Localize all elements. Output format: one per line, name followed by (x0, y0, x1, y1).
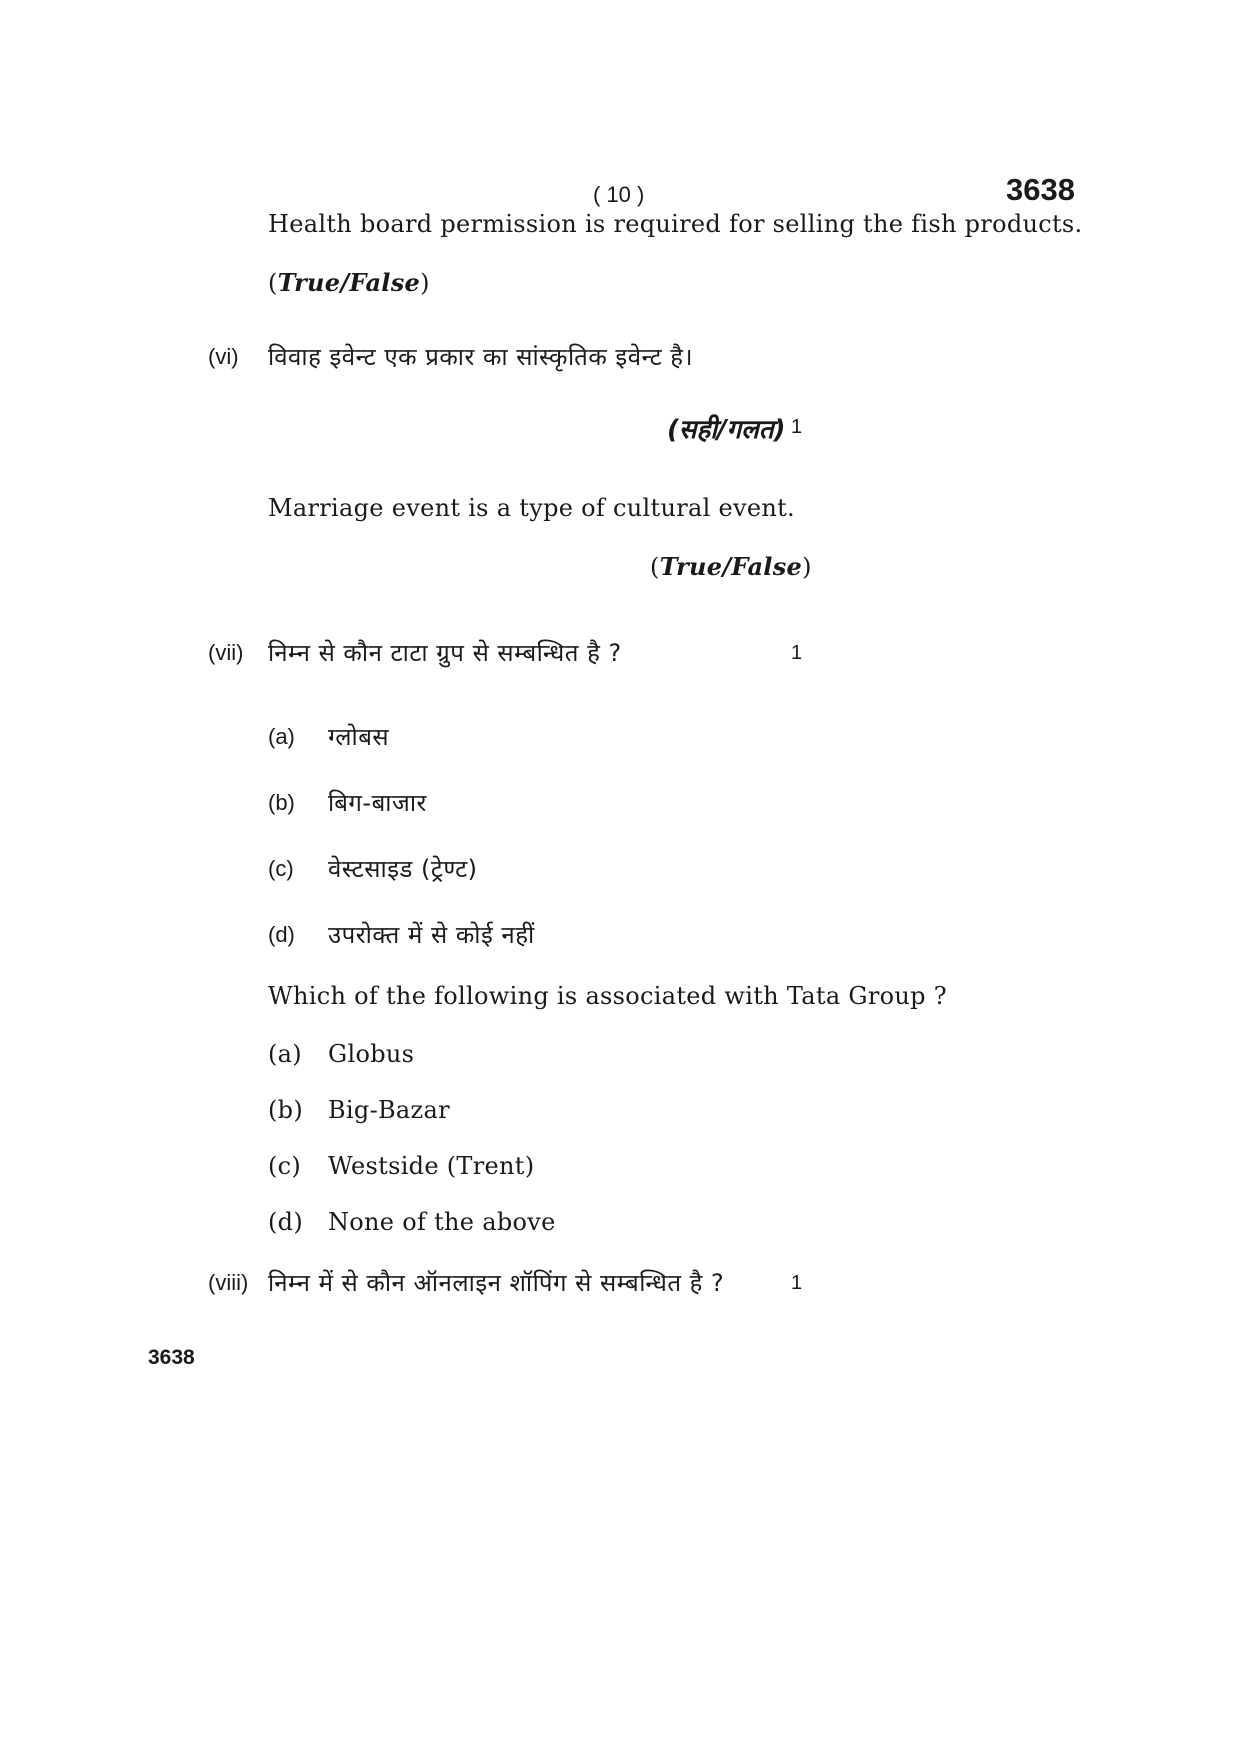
q6-tf-text: True/False (659, 552, 803, 581)
paper-code-header: 3638 (1006, 172, 1075, 207)
q7-english-option-letter: (a) (268, 1040, 302, 1068)
q7-hindi-option-text: उपरोक्त में से कोई नहीं (328, 921, 535, 949)
q7-hindi-option-letter: (c) (268, 856, 294, 881)
q6-number: (vi) (208, 344, 239, 369)
q7-hindi-option-letter: (b) (268, 790, 295, 815)
q7-english-option-letter: (b) (268, 1096, 303, 1124)
q6-tf-open: ( (650, 553, 660, 581)
q6-marks: 1 (791, 416, 803, 438)
q7-english-option-letter: (c) (268, 1152, 302, 1180)
q7-english-option-text: Westside (Trent) (328, 1152, 535, 1180)
q6-hindi-statement: विवाह इवेन्ट एक प्रकार का सांस्कृतिक इवेन्ट है। (268, 343, 694, 371)
q8-number: (viii) (208, 1270, 249, 1295)
q7-english-option-text: None of the above (328, 1208, 556, 1236)
q7-hindi-option-text: वेस्टसाइड (ट्रेण्ट) (328, 855, 478, 883)
q7-hindi-option-text: ग्लोबस (328, 723, 390, 751)
q7-english-option-text: Big-Bazar (328, 1096, 450, 1124)
q5-tf-text: True/False (277, 268, 421, 297)
q7-hindi-option-letter: (d) (268, 922, 295, 947)
q7-marks: 1 (791, 642, 803, 664)
q7-english-option-letter: (d) (268, 1208, 303, 1236)
q7-hindi-question: निम्न से कौन टाटा ग्रुप से सम्बन्धित है ? (268, 639, 622, 667)
q7-hindi-option-letter: (a) (268, 724, 295, 749)
q6-true-false (650, 552, 812, 581)
q5-tf-close: ) (420, 269, 430, 297)
q5-english-statement: Health board permission is required for selling the fish products. (268, 210, 1083, 238)
q5-tf-open: ( (268, 269, 278, 297)
q7-hindi-option-text: बिग-बाजार (328, 789, 427, 817)
q8-marks: 1 (791, 1272, 803, 1294)
q7-english-option-text: Globus (328, 1040, 415, 1068)
q6-hindi-true-false: (सही/गलत) (667, 415, 786, 445)
q6-tf-close: ) (802, 553, 812, 581)
q8-hindi-question: निम्न में से कौन ऑनलाइन शॉपिंग से सम्बन्धित है ? (268, 1269, 725, 1297)
paper-code-footer: 3638 (148, 1346, 195, 1369)
q5-true-false (268, 268, 430, 297)
q6-english-statement: Marriage event is a type of cultural event. (268, 494, 795, 522)
q7-english-question: Which of the following is associated with Tata Group ? (268, 982, 947, 1010)
page-number: ( 10 ) (593, 182, 645, 207)
q7-number: (vii) (208, 640, 244, 665)
